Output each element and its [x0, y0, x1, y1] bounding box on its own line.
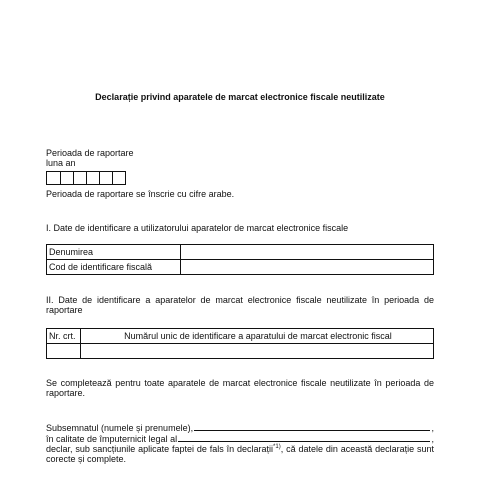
completion-note: Se completează pentru toate aparatele de marcat electronice fiscale neutilizate în perioada de raportare.	[46, 378, 434, 398]
reporting-period-boxes	[46, 171, 125, 185]
line1-comma: ,	[431, 423, 434, 433]
declaration-statement	[46, 444, 434, 464]
devices-table	[46, 328, 434, 359]
represented-entity-field[interactable]	[178, 433, 430, 442]
row-device-id-cell[interactable]	[81, 344, 434, 359]
declaration-line-2	[46, 433, 434, 444]
line2-comma: ,	[431, 434, 434, 444]
section2-heading: II. Date de identificare a aparatelor de marcat electronice fiscale neutilizate în perioada de raportare	[46, 295, 434, 315]
denumire-value[interactable]	[181, 245, 434, 260]
table-header-row	[47, 329, 434, 344]
table-row	[47, 260, 434, 275]
period-digit-box-4[interactable]	[86, 171, 100, 185]
period-digit-box-2[interactable]	[60, 171, 74, 185]
declarant-name-label: Subsemnatul (numele și prenumele),	[46, 423, 194, 433]
period-digit-box-3[interactable]	[73, 171, 87, 185]
reporting-period-label: Perioada de raportare	[46, 148, 134, 158]
declaration-text-start: declar, sub sancțiunile aplicate faptei de fals în declarații	[46, 444, 274, 454]
footnote-marker: *1)	[273, 444, 281, 450]
declaration-line-1	[46, 422, 434, 433]
reporting-period-note: Perioada de raportare se înscrie cu cifre arabe.	[46, 189, 235, 199]
column-header-nr: Nr. crt.	[47, 329, 81, 344]
column-header-device-id: Numărul unic de identificare a aparatului de marcat electronic fiscal	[81, 329, 434, 344]
cif-label: Cod de identificare fiscală	[47, 260, 181, 275]
table-row	[47, 245, 434, 260]
row-nr-cell[interactable]	[47, 344, 81, 359]
declaration-text-end: , că datele din această declarație sunt corecte și complete.	[46, 444, 434, 464]
denumire-label: Denumirea	[47, 245, 181, 260]
period-digit-box-1[interactable]	[46, 171, 61, 185]
cif-value[interactable]	[181, 260, 434, 275]
legal-representative-label: în calitate de împuternicit legal al	[46, 434, 178, 444]
period-digit-box-6[interactable]	[112, 171, 126, 185]
period-digit-box-5[interactable]	[99, 171, 113, 185]
reporting-period-sublabel: luna an	[46, 158, 76, 168]
user-identification-table	[46, 244, 434, 275]
document-title: Declarație privind aparatele de marcat electronice fiscale neutilizate	[95, 92, 385, 102]
section1-heading: I. Date de identificare a utilizatorului aparatelor de marcat electronice fiscale	[46, 223, 349, 233]
table-row	[47, 344, 434, 359]
declarant-name-field[interactable]	[194, 422, 430, 431]
